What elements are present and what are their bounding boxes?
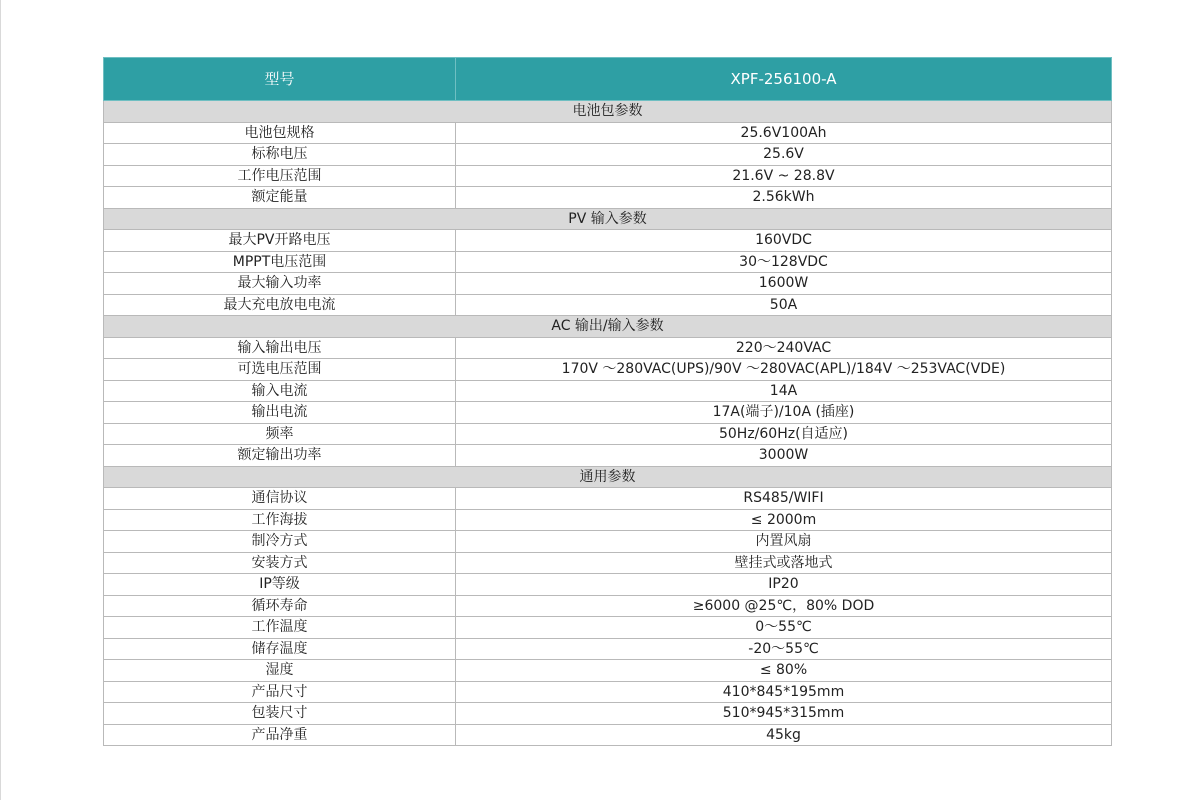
row-label: 输出电流 <box>104 402 456 424</box>
section-title: 电池包参数 <box>104 101 1112 123</box>
row-value: 2.56kWh <box>456 187 1112 209</box>
row-value: ≤ 2000m <box>456 509 1112 531</box>
row-label: 工作海拔 <box>104 509 456 531</box>
table-row <box>104 187 1112 209</box>
section-row-pv-input <box>104 208 1112 230</box>
row-value: RS485/WIFI <box>456 488 1112 510</box>
row-label: 电池包规格 <box>104 122 456 144</box>
table-row <box>104 165 1112 187</box>
row-label: 产品净重 <box>104 724 456 746</box>
row-value: 内置风扇 <box>456 531 1112 553</box>
section-row-ac <box>104 316 1112 338</box>
row-value: 170V ～280VAC(UPS)/90V ～280VAC(APL)/184V ～253VAC(VDE) <box>456 359 1112 381</box>
table-row <box>104 552 1112 574</box>
table-header-row <box>104 58 1112 101</box>
table-row <box>104 122 1112 144</box>
row-value: 21.6V ~ 28.8V <box>456 165 1112 187</box>
row-label: 循环寿命 <box>104 595 456 617</box>
table-row <box>104 230 1112 252</box>
row-value: 50A <box>456 294 1112 316</box>
row-value: 0～55℃ <box>456 617 1112 639</box>
row-label: 输入输出电压 <box>104 337 456 359</box>
table-row <box>104 359 1112 381</box>
row-value: 17A(端子)/10A (插座) <box>456 402 1112 424</box>
row-label: 湿度 <box>104 660 456 682</box>
row-label: 安装方式 <box>104 552 456 574</box>
row-value: 220～240VAC <box>456 337 1112 359</box>
row-value: 25.6V100Ah <box>456 122 1112 144</box>
row-value: ≥6000 @25℃，80% DOD <box>456 595 1112 617</box>
row-label: 频率 <box>104 423 456 445</box>
row-value: 30～128VDC <box>456 251 1112 273</box>
row-label: 最大PV开路电压 <box>104 230 456 252</box>
spec-table <box>103 57 1112 746</box>
row-value: 410*845*195mm <box>456 681 1112 703</box>
row-label: IP等级 <box>104 574 456 596</box>
row-label: 工作温度 <box>104 617 456 639</box>
row-label: 储存温度 <box>104 638 456 660</box>
table-row <box>104 681 1112 703</box>
table-row <box>104 724 1112 746</box>
row-label: 输入电流 <box>104 380 456 402</box>
table-row <box>104 574 1112 596</box>
table-row <box>104 251 1112 273</box>
row-label: MPPT电压范围 <box>104 251 456 273</box>
row-value: ≤ 80% <box>456 660 1112 682</box>
table-row <box>104 509 1112 531</box>
table-row <box>104 380 1112 402</box>
table-row <box>104 273 1112 295</box>
row-value: -20～55℃ <box>456 638 1112 660</box>
row-label: 最大输入功率 <box>104 273 456 295</box>
section-title: AC 输出/输入参数 <box>104 316 1112 338</box>
table-row <box>104 660 1112 682</box>
row-label: 额定输出功率 <box>104 445 456 467</box>
row-value: 壁挂式或落地式 <box>456 552 1112 574</box>
table-row <box>104 703 1112 725</box>
table-row <box>104 595 1112 617</box>
page-edge-line <box>0 0 1 800</box>
model-value: XPF-256100-A <box>456 58 1112 101</box>
row-value: 50Hz/60Hz(自适应) <box>456 423 1112 445</box>
spec-table-body <box>104 101 1112 746</box>
table-row <box>104 445 1112 467</box>
row-value: 45kg <box>456 724 1112 746</box>
row-label: 制冷方式 <box>104 531 456 553</box>
section-title: 通用参数 <box>104 466 1112 488</box>
table-row <box>104 617 1112 639</box>
row-value: 25.6V <box>456 144 1112 166</box>
section-title: PV 输入参数 <box>104 208 1112 230</box>
row-label: 通信协议 <box>104 488 456 510</box>
row-label: 工作电压范围 <box>104 165 456 187</box>
row-label: 可选电压范围 <box>104 359 456 381</box>
row-label: 产品尺寸 <box>104 681 456 703</box>
row-value: 510*945*315mm <box>456 703 1112 725</box>
row-label: 最大充电放电电流 <box>104 294 456 316</box>
table-row <box>104 638 1112 660</box>
row-value: 160VDC <box>456 230 1112 252</box>
section-row-battery <box>104 101 1112 123</box>
row-value: IP20 <box>456 574 1112 596</box>
table-row <box>104 337 1112 359</box>
row-label: 包装尺寸 <box>104 703 456 725</box>
table-row <box>104 531 1112 553</box>
table-row <box>104 488 1112 510</box>
row-label: 标称电压 <box>104 144 456 166</box>
table-row <box>104 423 1112 445</box>
row-value: 1600W <box>456 273 1112 295</box>
model-label: 型号 <box>104 58 456 101</box>
table-row <box>104 144 1112 166</box>
row-label: 额定能量 <box>104 187 456 209</box>
table-row <box>104 294 1112 316</box>
section-row-general <box>104 466 1112 488</box>
row-value: 14A <box>456 380 1112 402</box>
row-value: 3000W <box>456 445 1112 467</box>
table-row <box>104 402 1112 424</box>
